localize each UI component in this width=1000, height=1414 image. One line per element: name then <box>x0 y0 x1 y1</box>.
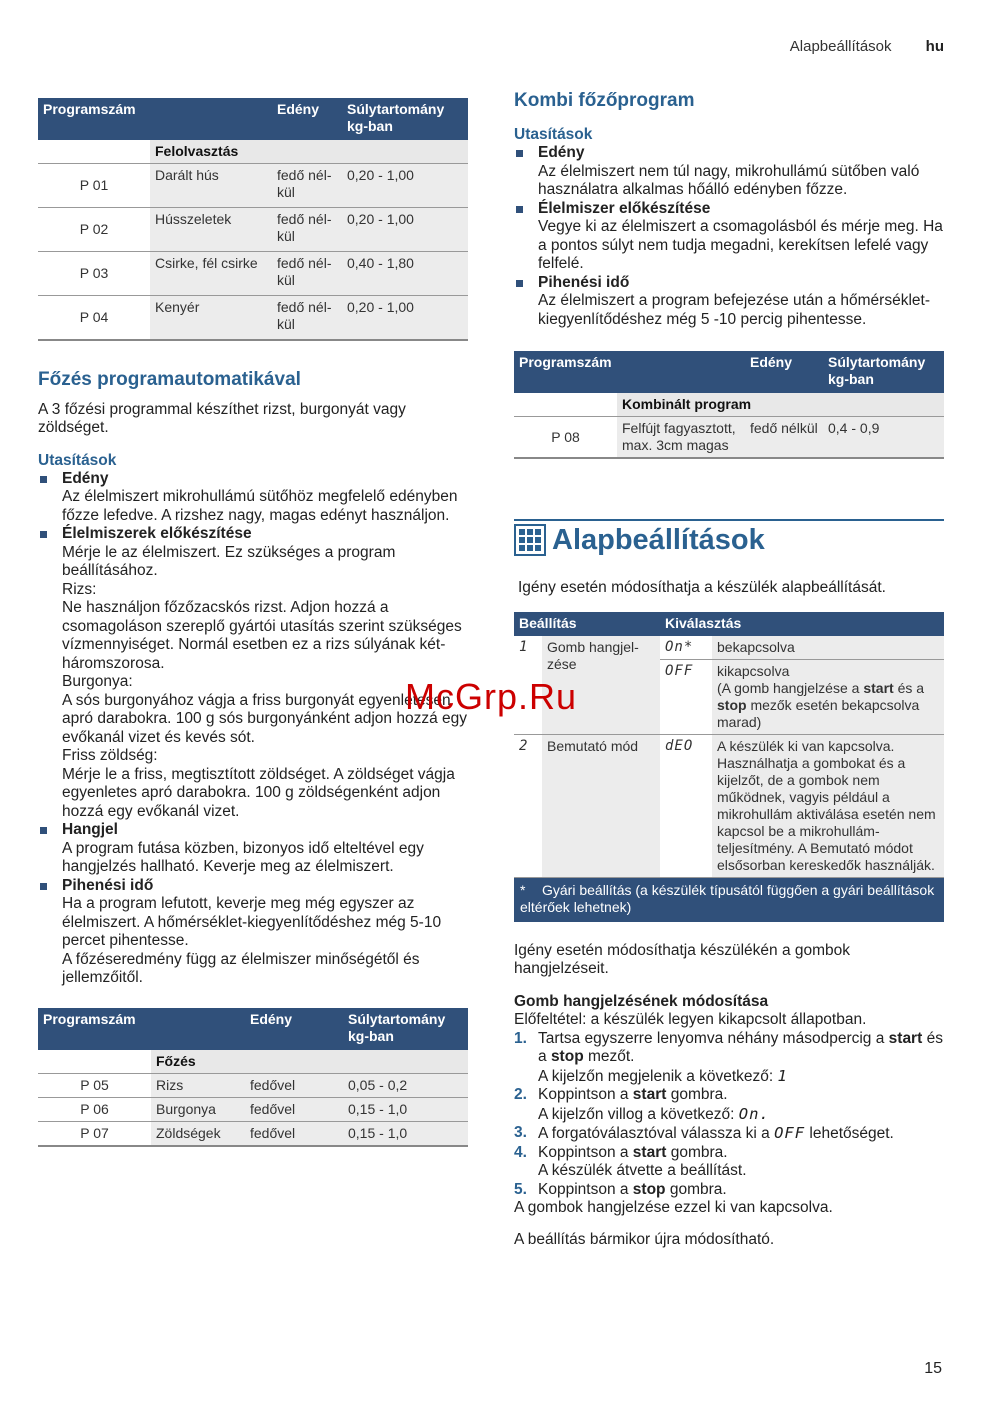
right-column <box>514 90 944 1249</box>
weight-range: 0,15 - 1,0 <box>343 1097 468 1121</box>
cooking-auto-intro: A 3 főzési programmal készíthet rizst, burgonyát vagy zöldséget. <box>38 400 406 436</box>
program-number: P 05 <box>38 1073 151 1097</box>
weight-range: 0,20 - 1,00 <box>342 208 468 252</box>
item-text: Mérje le az élelmiszert. Ez szükséges a program beállításához. <box>62 543 396 579</box>
step-text: és a <box>538 1029 943 1065</box>
item-title: Élelmiszerek előkészítése <box>62 525 252 542</box>
page-header <box>790 38 944 57</box>
dish-type: fedővel <box>245 1121 343 1146</box>
program-number: P 06 <box>38 1097 151 1121</box>
item-text: Friss zöldség: <box>62 747 158 764</box>
table-row <box>514 636 944 660</box>
item-text: Rizs: <box>62 580 97 598</box>
list-item <box>38 525 468 821</box>
step-text: mezőt. <box>583 1048 635 1065</box>
table-row <box>38 1097 468 1121</box>
list-item <box>38 877 468 988</box>
program-number: P 04 <box>38 296 150 340</box>
stop-keyword: stop <box>632 1180 666 1198</box>
col-header-dish: Edény <box>272 98 342 140</box>
steps-after: A gombok hangjelzése ezzel ki van kapcsolva. <box>514 1199 833 1216</box>
list-item <box>514 200 944 274</box>
combi-table <box>514 351 944 459</box>
dish-type: fedővel <box>245 1097 343 1121</box>
program-number: P 01 <box>38 164 150 208</box>
step-result: A készülék átvette a beállítást. <box>538 1162 747 1179</box>
table-row <box>514 734 944 877</box>
settings-grid-icon <box>514 524 546 556</box>
dish-type: fedő nél- kül <box>272 296 342 340</box>
weight-range: 0,40 - 1,80 <box>342 252 468 296</box>
table-row <box>38 252 468 296</box>
option-desc-text: és a <box>893 679 925 696</box>
bullet-icon <box>40 883 47 890</box>
col-header-setting: Beállítás <box>514 612 660 636</box>
option-desc-text: kikapcsolva (A gomb hangjelzése a <box>717 662 860 696</box>
list-item <box>38 470 468 526</box>
table-row <box>38 296 468 340</box>
dish-type: fedő nél- kül <box>272 164 342 208</box>
dish-type: fedő nél- kül <box>272 208 342 252</box>
food-name: Felfújt fagyasztott, max. 3cm magas <box>617 417 745 459</box>
col-header-program: Programszám <box>514 351 617 393</box>
item-text: Mérje le a friss, megtisztított zöldséget. A zöldséget vágja egyenletes apró darabokra. 100 g zöldségenként adjon hozzá egy evőkanál vizet. <box>62 765 455 820</box>
col-header-program: Programszám <box>38 98 150 140</box>
bullet-icon <box>516 280 523 287</box>
footnote-mark: * <box>520 881 526 898</box>
factory-setting-footnote <box>514 878 944 922</box>
header-section-title: Alapbeállítások <box>789 38 892 55</box>
table-row <box>38 1121 468 1146</box>
step-item <box>514 1144 944 1181</box>
page-number: 15 <box>924 1360 942 1377</box>
food-name: Zöldségek <box>151 1121 245 1146</box>
footnote-text: Gyári beállítás (a készülék típusától függően a gyári beállítások eltérőek lehetnek) <box>520 881 935 915</box>
setting-code: 2 <box>514 734 542 877</box>
table-row <box>38 1073 468 1097</box>
instructions-title: Utasítások <box>38 451 117 469</box>
cooking-instructions-list <box>38 470 468 988</box>
settings-p2: Igény esetén módosíthatja készülékén a gombok hangjelzéseit. <box>514 941 851 977</box>
step-number: 4. <box>514 1143 527 1161</box>
step-text: gombra. <box>666 1143 728 1161</box>
table-subheader: Felolvasztás <box>150 140 468 164</box>
stop-keyword: stop <box>717 696 747 713</box>
col-header-dish: Edény <box>745 351 823 393</box>
step-text: gombra. <box>666 1086 728 1103</box>
list-item <box>514 144 944 200</box>
step-text: Koppintson a <box>538 1180 633 1198</box>
food-name: Rizs <box>151 1073 245 1097</box>
col-header-weight: Súlytartomány kg-ban <box>343 1008 468 1050</box>
food-name: Hússzeletek <box>150 208 272 252</box>
col-header-weight: Súlytartomány kg-ban <box>823 351 944 393</box>
start-keyword: start <box>632 1143 667 1161</box>
cooking-table <box>38 1008 468 1147</box>
display-code: OFF <box>660 659 712 734</box>
item-title: Edény <box>538 144 585 161</box>
table-row <box>38 208 468 252</box>
step-number: 1. <box>514 1029 527 1047</box>
start-keyword: start <box>888 1029 923 1047</box>
item-text: Ne használjon főzőzacskós rizst. Adjon hozzá a csomagoláson szereplő gyártói utasítás szerint szükséges vízmennyiséget. Normál esetben ez a rizs súlyának két-háromszorosa. <box>62 599 462 672</box>
option-desc-text: mezők esetén bekapcsolva marad) <box>717 696 920 730</box>
settings-heading <box>514 519 944 557</box>
item-text: A sós burgonyához vágja a friss burgonyát egyenletesen apró darabokra. 100 g sós burgonyánként adjon hozzá egy evőkanál vizet és kevés sót. <box>62 691 468 746</box>
settings-intro: Igény esetén módosíthatja a készülék alapbeállítását. <box>518 579 886 596</box>
step-result: A kijelzőn villog a következő: <box>538 1105 739 1123</box>
table-row <box>38 164 468 208</box>
step-number: 2. <box>514 1086 527 1103</box>
col-header-selection: Kiválasztás <box>660 612 944 636</box>
dish-type: fedő nél- kül <box>272 252 342 296</box>
settings-table <box>514 612 944 878</box>
list-item <box>38 821 468 877</box>
weight-range: 0,20 - 1,00 <box>342 164 468 208</box>
step-item <box>514 1181 944 1200</box>
setting-name: Bemutató mód <box>542 734 660 877</box>
watermark: McGrp.Ru <box>405 676 578 717</box>
program-number: P 03 <box>38 252 150 296</box>
setting-name: Gomb hangjel- zése <box>542 636 660 735</box>
precondition: Előfeltétel: a készülék legyen kikapcsolt állapotban. <box>514 1011 867 1028</box>
step-text: Koppintson a <box>538 1086 633 1103</box>
item-title: Pihenési idő <box>538 273 630 291</box>
final-note: A beállítás bármikor újra módosítható. <box>514 1230 775 1248</box>
table-subheader: Főzés <box>151 1050 468 1074</box>
option-desc <box>712 659 944 734</box>
table-row <box>514 417 944 459</box>
instructions-title: Utasítások <box>514 126 593 143</box>
food-name: Darált hús <box>150 164 272 208</box>
step-text: A forgatóválasztóval válassza ki a <box>538 1125 775 1142</box>
food-name: Csirke, fél csirke <box>150 252 272 296</box>
cooking-auto-title: Főzés programautomatikával <box>38 368 301 390</box>
display-code: 1 <box>777 1066 788 1085</box>
defrost-table <box>38 98 468 341</box>
step-text: Tartsa egyszerre lenyomva néhány másodpercig a <box>538 1029 889 1047</box>
table-subheader: Kombinált program <box>617 393 944 417</box>
item-text: Burgonya: <box>62 673 133 690</box>
start-keyword: start <box>863 679 894 696</box>
program-number: P 07 <box>38 1121 151 1146</box>
item-text: A főzéseredmény függ az élelmiszer minőségétől és jellemzőitől. <box>62 950 420 986</box>
item-text: Vegye ki az élelmiszert a csomagolásból és mérje meg. Ha a pontos súlyt nem tudja megadni, kerekítsen lefelé vagy felfelé. <box>538 218 943 272</box>
steps-list <box>514 1030 944 1200</box>
bullet-icon <box>516 206 523 213</box>
step-result: A kijelzőn megjelenik a következő: <box>538 1067 778 1085</box>
step-item <box>514 1086 944 1124</box>
item-text: Az élelmiszert a program befejezése után a hőmérséklet-kiegyenlítődéshez még 5 -10 percig pihentesse. <box>538 292 930 328</box>
key-sound-title: Gomb hangjelzésének módosítása <box>514 992 769 1010</box>
bullet-icon <box>40 476 47 483</box>
option-desc: A készülék ki van kapcsolva. Használhatja a gombokat és a kijelzőt, de a gombok nem működnek, vagyis például a mikrohullám aktiválása esetén nem kapcsol be a mikrohullám-teljesítmény. A Bemutató módot elsősorban kereskedők használják. <box>712 734 944 877</box>
stop-keyword: stop <box>550 1048 584 1065</box>
weight-range: 0,4 - 0,9 <box>823 417 944 459</box>
display-code: On. <box>738 1104 770 1123</box>
item-title: Pihenési idő <box>62 876 154 894</box>
header-language: hu <box>925 38 944 55</box>
item-text: Ha a program lefutott, keverje meg még egyszer az élelmiszert. A hőmérséklet-kiegyenlítődéshez még 5-10 percet pihentesse. <box>62 895 442 949</box>
bullet-icon <box>40 827 47 834</box>
item-title: Hangjel <box>62 821 118 838</box>
col-header-dish: Edény <box>245 1008 343 1050</box>
weight-range: 0,05 - 0,2 <box>343 1073 468 1097</box>
list-item <box>514 274 944 330</box>
col-header-weight: Súlytartomány kg-ban <box>342 98 468 140</box>
dish-type: fedővel <box>245 1073 343 1097</box>
display-code: dEO <box>660 734 712 877</box>
step-item <box>514 1030 944 1087</box>
step-text: Koppintson a <box>538 1143 633 1161</box>
display-code: OFF <box>774 1124 806 1142</box>
kombi-instructions-list <box>514 144 944 329</box>
program-number: P 08 <box>514 417 617 459</box>
bullet-icon <box>40 531 47 538</box>
food-name: Burgonya <box>151 1097 245 1121</box>
step-item <box>514 1124 944 1144</box>
setting-code: 1 <box>514 636 542 735</box>
start-keyword: start <box>632 1086 667 1103</box>
bullet-icon <box>516 150 523 157</box>
step-text: lehetőséget. <box>805 1125 894 1142</box>
col-header-program: Programszám <box>38 1008 151 1050</box>
settings-title: Alapbeállítások <box>552 524 765 556</box>
step-number: 3. <box>514 1124 527 1141</box>
weight-range: 0,15 - 1,0 <box>343 1121 468 1146</box>
item-text: Az élelmiszert nem túl nagy, mikrohullámú sütőben való használatra alkalmas hőálló edényben főzze. <box>538 162 920 198</box>
step-number: 5. <box>514 1180 527 1198</box>
item-text: Az élelmiszert mikrohullámú sütőhöz megfelelő edényben főzze lefedve. A rizshez nagy, magas edényt használjon. <box>62 488 458 524</box>
dish-type: fedő nélkül <box>745 417 823 459</box>
step-text: gombra. <box>665 1180 727 1198</box>
weight-range: 0,20 - 1,00 <box>342 296 468 340</box>
display-code: On* <box>660 636 712 660</box>
kombi-title: Kombi főzőprogram <box>514 90 695 111</box>
item-title: Élelmiszer előkészítése <box>538 199 711 217</box>
food-name: Kenyér <box>150 296 272 340</box>
option-desc: bekapcsolva <box>712 636 944 660</box>
item-text: A program futása közben, bizonyos idő elteltével egy hangjelzés hallható. Keverje meg az élelmiszert. <box>62 839 424 875</box>
left-column <box>38 98 468 1147</box>
program-number: P 02 <box>38 208 150 252</box>
item-title: Edény <box>62 469 109 487</box>
